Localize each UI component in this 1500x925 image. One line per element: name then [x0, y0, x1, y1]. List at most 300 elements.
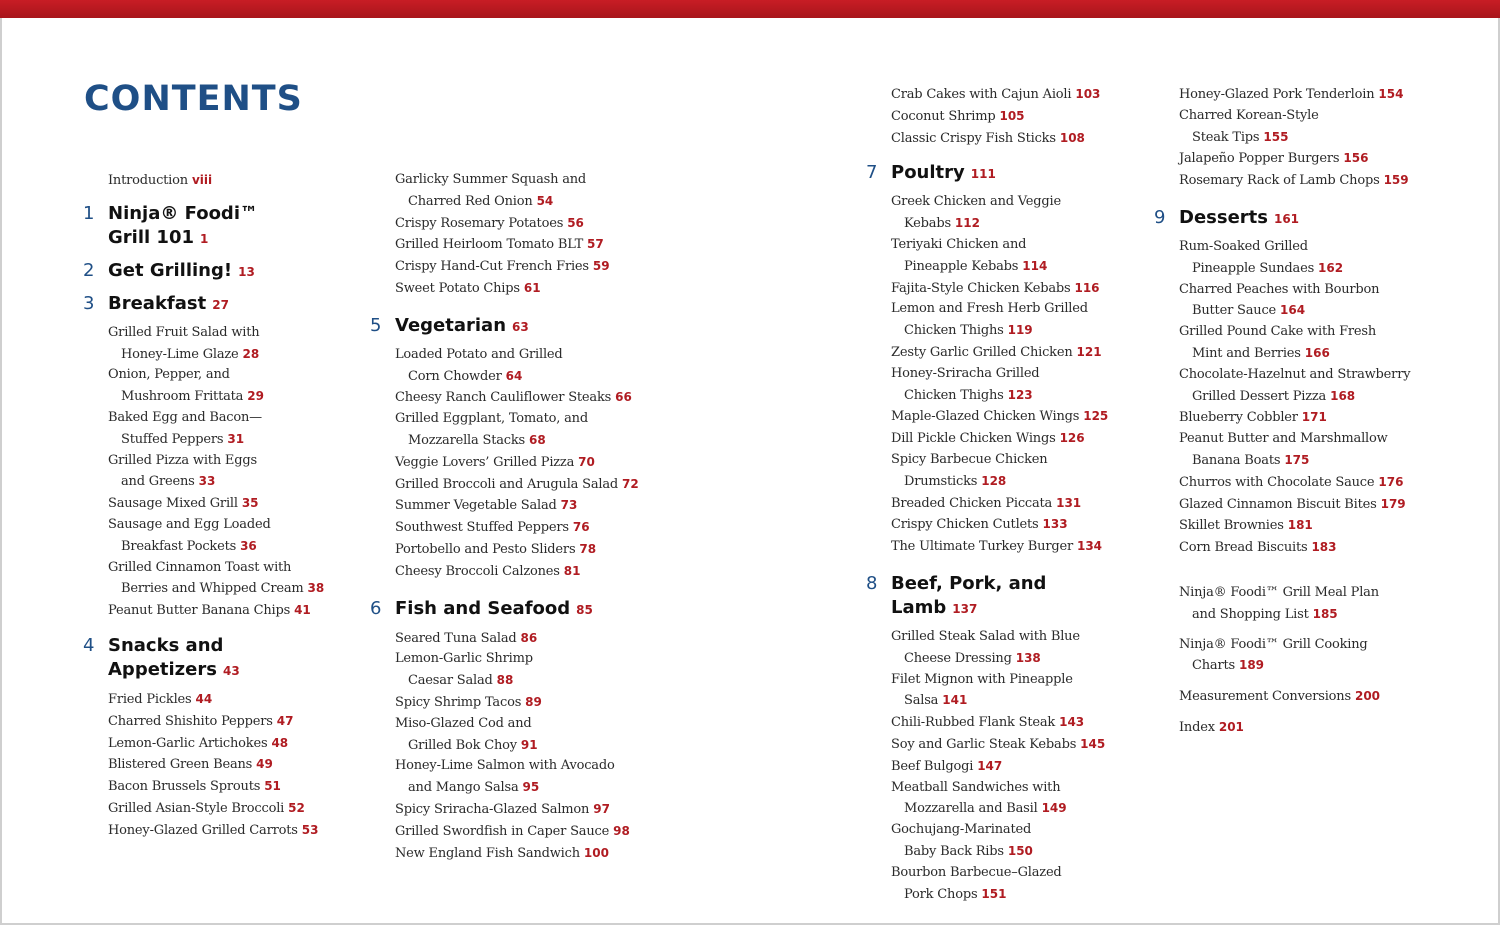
- top-color-bar: [0, 0, 1500, 18]
- entry-title: Glazed Cinnamon Biscuit Bites: [1179, 496, 1377, 512]
- entry-title: Spicy Barbecue Chicken: [891, 451, 1048, 467]
- toc-column-1: [83, 170, 353, 842]
- entry-title: Beef Bulgogi: [891, 758, 974, 774]
- page-number: 52: [288, 800, 305, 815]
- entry-title-cont: Honey-Lime Glaze: [121, 346, 239, 362]
- entry-title: Charred Shishito Peppers: [108, 713, 273, 729]
- chapter-heading[interactable]: [370, 314, 640, 339]
- page-number: 66: [615, 390, 632, 405]
- page-number: 95: [522, 780, 540, 795]
- entry-title: Lemon-Garlic Shrimp: [395, 651, 533, 667]
- page-number: 51: [264, 779, 281, 794]
- page-number: 145: [1080, 736, 1106, 751]
- toc-entry[interactable]: [1179, 322, 1424, 365]
- page-number: 61: [523, 280, 541, 295]
- entry-title: Peanut Butter and Marshmallow: [1179, 431, 1388, 447]
- toc-entry[interactable]: [395, 843, 640, 865]
- page-number: 88: [496, 673, 514, 688]
- page-number: 185: [1312, 606, 1338, 621]
- page-number: 168: [1330, 388, 1356, 403]
- chapter-title: [395, 597, 593, 622]
- toc-entry[interactable]: [395, 345, 640, 388]
- page-number: 166: [1304, 345, 1330, 360]
- entry-title-cont: Pork Chops: [904, 886, 978, 902]
- page-number: 183: [1311, 540, 1337, 555]
- page-number: 181: [1287, 518, 1313, 533]
- page-number: 189: [1238, 658, 1265, 673]
- toc-entry[interactable]: [108, 515, 353, 558]
- page-number: 134: [1076, 539, 1103, 554]
- toc-entry[interactable]: [108, 689, 353, 711]
- chapter-section: [866, 572, 1136, 905]
- page-number: 38: [307, 581, 325, 596]
- entry-title: Honey-Lime Salmon with Avocado: [395, 758, 615, 774]
- page-number: 119: [1007, 323, 1033, 338]
- entry-title: Cheesy Ranch Cauliflower Steaks: [395, 390, 612, 406]
- toc-entry[interactable]: [108, 754, 353, 776]
- entry-title: Garlicky Summer Squash and: [395, 172, 587, 187]
- toc-entry[interactable]: [108, 451, 353, 494]
- page-number: 76: [572, 520, 590, 535]
- chapter-title: [891, 161, 996, 186]
- entry-title: Loaded Potato and Grilled: [395, 346, 563, 362]
- entry-title: Churros with Chocolate Sauce: [1179, 474, 1375, 490]
- chapter-heading[interactable]: [83, 634, 353, 683]
- toc-entry[interactable]: [1179, 429, 1424, 472]
- entry-title: Measurement Conversions: [1179, 689, 1351, 705]
- entry-title: Index: [1179, 719, 1215, 735]
- page-number: viii: [191, 173, 213, 187]
- entry-title: Grilled Asian-Style Broccoli: [108, 800, 285, 816]
- toc-entry[interactable]: [891, 820, 1136, 863]
- page-number: 179: [1380, 496, 1406, 511]
- entry-title-cont: Caesar Salad: [408, 673, 493, 689]
- entry-title: Meatball Sandwiches with: [891, 779, 1061, 795]
- toc-entry[interactable]: [891, 514, 1136, 536]
- page-number: 111: [970, 167, 996, 182]
- toc-entry[interactable]: [891, 670, 1136, 713]
- entry-title-cont: Stuffed Peppers: [121, 431, 224, 447]
- chapter-title: [891, 572, 1136, 621]
- page-number: 29: [247, 389, 264, 404]
- page-number: 41: [294, 603, 311, 618]
- page-number: 137: [952, 601, 978, 616]
- toc-entry[interactable]: [1179, 170, 1424, 192]
- entry-title: Honey-Sriracha Grilled: [891, 365, 1040, 381]
- toc-entry[interactable]: [1179, 635, 1424, 678]
- page-number: 31: [227, 431, 245, 446]
- page-number: 151: [981, 886, 1007, 901]
- entry-title-cont: Berries and Whipped Cream: [121, 581, 304, 597]
- toc-entry[interactable]: [1179, 583, 1424, 626]
- page-number: 121: [1076, 344, 1102, 359]
- chapter-section: [866, 161, 1136, 558]
- toc-entry[interactable]: [395, 495, 640, 517]
- toc-entry[interactable]: [395, 387, 640, 409]
- page-number: 147: [977, 758, 1003, 773]
- toc-entry[interactable]: [395, 170, 640, 213]
- toc-entry[interactable]: [1179, 537, 1424, 559]
- toc-entry[interactable]: [891, 778, 1136, 821]
- chapter-title: [108, 259, 255, 284]
- toc-entry[interactable]: [395, 452, 640, 474]
- entry-title: Filet Mignon with Pineapple Salsa: [891, 671, 1073, 709]
- entry-title: Coconut Shrimp: [891, 108, 996, 124]
- toc-entry[interactable]: [1179, 84, 1424, 106]
- toc-entry[interactable]: [1179, 472, 1424, 494]
- entry-title-cont: Butter Sauce: [1192, 303, 1277, 319]
- page-number: 141: [942, 693, 968, 708]
- chapter-heading[interactable]: [83, 292, 353, 317]
- toc-entry[interactable]: [395, 256, 640, 278]
- entry-title: Seared Tuna Salad: [395, 630, 517, 646]
- toc-entry[interactable]: [108, 558, 353, 601]
- toc-entry[interactable]: [108, 776, 353, 798]
- chapter-title: Ninja® Foodi™ Grill 101 1: [108, 202, 258, 248]
- entry-title-cont: Steak Tips: [1192, 129, 1260, 145]
- page-number: 27: [212, 297, 229, 312]
- chapter-title-text: Vegetarian: [395, 314, 507, 336]
- page-number: 98: [613, 823, 630, 838]
- entry-title-cont: Mint and Berries: [1192, 345, 1301, 361]
- entry-title-cont: Charred Red Onion: [408, 193, 533, 209]
- chapter-entries: [395, 628, 640, 865]
- page-number: 33: [198, 474, 216, 489]
- toc-entry[interactable]: [891, 712, 1136, 734]
- page-number: 89: [525, 694, 542, 709]
- chapter-section: [83, 634, 353, 842]
- chapter-number: 7: [866, 162, 878, 184]
- page-number: 72: [622, 476, 639, 491]
- chapter-entries: [891, 627, 1136, 905]
- page-number: 53: [301, 822, 319, 837]
- page-number: 105: [999, 108, 1025, 123]
- toc-entry[interactable]: [108, 600, 353, 622]
- chapter-section: [370, 597, 640, 865]
- page-number: 138: [1015, 650, 1041, 665]
- entry-title: Crispy Hand-Cut French Fries: [395, 259, 589, 275]
- toc-entry[interactable]: [395, 517, 640, 539]
- page-border-left: [0, 18, 2, 925]
- toc-entry[interactable]: [108, 493, 353, 515]
- chapter-title-text: Breakfast: [108, 292, 207, 314]
- entry-title: Rosemary Rack of Lamb Chops: [1179, 173, 1380, 189]
- entry-title: Teriyaki Chicken and: [891, 236, 1027, 252]
- entry-title: Fried Pickles: [108, 691, 192, 707]
- entry-title-cont: Grilled Bok Choy: [408, 737, 517, 753]
- toc-entry[interactable]: [1179, 106, 1424, 149]
- toc-entry[interactable]: [891, 364, 1136, 407]
- toc-entry[interactable]: [108, 820, 353, 842]
- page-number: 155: [1263, 129, 1289, 144]
- entry-title: Grilled Fruit Salad with: [108, 324, 260, 340]
- toc-entry[interactable]: [395, 213, 640, 235]
- page-number: 114: [1022, 258, 1048, 273]
- chapter-title-text: Desserts: [1179, 206, 1268, 228]
- entry-title: Southwest Stuffed Peppers: [395, 520, 569, 536]
- chapter-entries: [1179, 84, 1424, 192]
- entry-title-cont: Mozzarella and Basil: [904, 801, 1038, 817]
- entry-title: Classic Crispy Fish Sticks: [891, 130, 1056, 146]
- toc-column-3: [866, 84, 1136, 905]
- toc-entry[interactable]: [891, 342, 1136, 364]
- page-number: 68: [529, 432, 546, 447]
- entry-title: Grilled Cinnamon Toast with: [108, 559, 292, 575]
- page-number: 112: [954, 216, 980, 231]
- entry-title-cont: Pineapple Sundaes: [1192, 260, 1315, 276]
- page-number: 116: [1074, 280, 1100, 295]
- toc-entry[interactable]: [395, 561, 640, 583]
- toc-entry[interactable]: [891, 536, 1136, 558]
- page-number: 43: [222, 663, 240, 678]
- toc-entry[interactable]: [395, 539, 640, 561]
- chapter-section: [370, 170, 640, 300]
- chapter-section: [83, 202, 353, 251]
- chapter-section: [83, 259, 353, 284]
- toc-entry[interactable]: [1179, 407, 1424, 429]
- chapter-entries: [395, 345, 640, 583]
- toc-entry[interactable]: [891, 406, 1136, 428]
- chapter-number: 1: [83, 202, 95, 224]
- toc-entry[interactable]: [108, 365, 353, 408]
- chapter-entries: [891, 192, 1136, 558]
- page-number: 70: [578, 454, 595, 469]
- entry-title: Sausage Mixed Grill: [108, 496, 238, 512]
- page-number: 133: [1042, 517, 1068, 532]
- page-number: 35: [241, 496, 259, 511]
- toc-entry[interactable]: [395, 278, 640, 300]
- page-number: 131: [1056, 495, 1082, 510]
- entry-title: Crab Cakes with Cajun Aioli: [891, 87, 1072, 102]
- toc-entry[interactable]: [891, 128, 1136, 150]
- chapter-heading[interactable]: [83, 202, 353, 251]
- page-number: 201: [1218, 719, 1244, 734]
- toc-entry[interactable]: [891, 450, 1136, 493]
- toc-entry[interactable]: [108, 408, 353, 451]
- chapter-number: 8: [866, 572, 878, 594]
- entry-title: Gochujang-Marinated: [891, 822, 1032, 838]
- chapter-number: 6: [370, 597, 382, 619]
- toc-entry[interactable]: [395, 474, 640, 496]
- entry-title: Grilled Swordfish in Caper Sauce: [395, 823, 610, 839]
- entry-title: Bourbon Barbecue–Glazed: [891, 864, 1062, 880]
- entry-title-cont: Breakfast Pockets: [121, 538, 237, 554]
- page-number: 86: [520, 630, 538, 645]
- entry-title-cont: Mozzarella Stacks: [408, 432, 526, 448]
- entry-title: Lemon-Garlic Artichokes: [108, 735, 268, 751]
- toc-entry[interactable]: [1179, 686, 1424, 708]
- entry-title: Bacon Brussels Sprouts: [108, 779, 261, 795]
- chapter-entries: [1179, 237, 1424, 559]
- entry-title-cont: Banana Boats: [1192, 452, 1281, 468]
- toc-entry[interactable]: [108, 170, 353, 192]
- toc-entry[interactable]: [891, 756, 1136, 778]
- entry-title: Ninja® Foodi™ Grill Cooking Charts: [1179, 636, 1368, 674]
- chapter-title: Snacks and Appetizers 43: [108, 634, 240, 680]
- entry-title: The Ultimate Turkey Burger: [891, 539, 1073, 555]
- page-number: 128: [981, 473, 1007, 488]
- entry-title: Crispy Chicken Cutlets: [891, 517, 1039, 533]
- page-number: 156: [1343, 151, 1369, 166]
- toc-entry[interactable]: [891, 235, 1136, 278]
- entry-title: Grilled Steak Salad with Blue: [891, 628, 1080, 644]
- toc-entry[interactable]: [891, 493, 1136, 515]
- toc-entry[interactable]: [395, 649, 640, 692]
- toc-column-2: [370, 170, 640, 864]
- page-number: 63: [512, 319, 529, 334]
- page-number: 125: [1083, 409, 1109, 424]
- chapter-entries: [108, 323, 353, 622]
- chapter-title: [108, 292, 229, 317]
- page-title: CONTENTS: [84, 79, 303, 119]
- toc-entry[interactable]: [891, 627, 1136, 670]
- entry-title: Jalapeño Popper Burgers: [1179, 151, 1340, 167]
- toc-entry[interactable]: [395, 234, 640, 256]
- entry-title: Crispy Rosemary Potatoes: [395, 215, 564, 231]
- entry-title-cont: Corn Chowder: [408, 368, 502, 384]
- entry-title: Maple-Glazed Chicken Wings: [891, 409, 1080, 425]
- page-number: 123: [1007, 387, 1033, 402]
- page-number: 56: [567, 215, 584, 230]
- entry-title-cont: Baby Back Ribs: [904, 843, 1004, 859]
- entry-title: Summer Vegetable Salad: [395, 498, 557, 514]
- page-number: 59: [592, 259, 610, 274]
- entry-title: Grilled Pound Cake with Fresh: [1179, 324, 1377, 340]
- chapter-entries: [395, 170, 640, 300]
- entry-title: Veggie Lovers’ Grilled Pizza: [395, 454, 575, 470]
- entry-title: Peanut Butter Banana Chips: [108, 603, 291, 619]
- chapter-heading[interactable]: [866, 161, 1136, 186]
- toc-entry[interactable]: [108, 711, 353, 733]
- chapter-heading[interactable]: [866, 572, 1136, 621]
- page-number: 103: [1075, 87, 1101, 101]
- entry-title-cont: and Greens: [121, 474, 195, 490]
- entry-title-cont: Chicken Thighs: [904, 387, 1004, 403]
- toc-entry[interactable]: [891, 428, 1136, 450]
- toc-entry[interactable]: [1179, 717, 1424, 739]
- toc-entry[interactable]: [891, 863, 1136, 906]
- entry-title-cont: and Mango Salsa: [408, 780, 519, 796]
- entry-title: Corn Bread Biscuits: [1179, 540, 1308, 556]
- entry-title: Spicy Sriracha-Glazed Salmon: [395, 801, 590, 817]
- page-number: 108: [1059, 130, 1085, 145]
- page-number: 162: [1318, 260, 1344, 275]
- chapter-heading[interactable]: [1154, 206, 1424, 231]
- page-number: 78: [579, 541, 597, 556]
- toc-intro: [108, 170, 353, 192]
- toc-entry[interactable]: [395, 714, 640, 757]
- page-number: 49: [256, 757, 273, 772]
- chapter-title-text: Get Grilling!: [108, 259, 233, 281]
- entry-title: Rum-Soaked Grilled: [1179, 238, 1308, 254]
- entry-title: Lemon and Fresh Herb Grilled: [891, 301, 1088, 317]
- toc-entry[interactable]: [1179, 280, 1424, 323]
- entry-title: Baked Egg and Bacon—: [108, 409, 262, 425]
- entry-title: Honey-Glazed Pork Tenderloin: [1179, 87, 1375, 102]
- entry-title: Zesty Garlic Grilled Chicken: [891, 344, 1073, 360]
- entry-title: Sausage and Egg Loaded: [108, 516, 271, 532]
- entry-title: Ninja® Foodi™ Grill Meal Plan: [1179, 584, 1379, 600]
- page-number: 176: [1378, 474, 1404, 489]
- toc-entry[interactable]: [395, 821, 640, 843]
- page-number: 143: [1059, 715, 1085, 730]
- page-number: 171: [1301, 410, 1327, 425]
- toc-entry[interactable]: [395, 756, 640, 799]
- chapter-section: [1154, 84, 1424, 192]
- chapter-number: 3: [83, 292, 95, 314]
- toc-entry[interactable]: [1179, 515, 1424, 537]
- toc-entry[interactable]: [891, 106, 1136, 128]
- page-number: 73: [560, 498, 578, 513]
- toc-entry[interactable]: [1179, 237, 1424, 280]
- toc-entry[interactable]: [1179, 148, 1424, 170]
- toc-entry[interactable]: [1179, 365, 1424, 408]
- chapter-title-text: Fish and Seafood: [395, 597, 571, 619]
- page-number: 175: [1284, 452, 1310, 467]
- chapter-title-text: Beef, Pork, and Lamb: [891, 572, 1047, 618]
- toc-entry[interactable]: [891, 299, 1136, 342]
- entry-title: Miso-Glazed Cod and: [395, 715, 532, 731]
- page-number: 36: [240, 538, 257, 553]
- page-number: 164: [1280, 303, 1306, 318]
- toc-entry[interactable]: [891, 192, 1136, 235]
- entry-title-cont: Chicken Thighs: [904, 323, 1004, 339]
- chapter-heading[interactable]: [370, 597, 640, 622]
- chapter-entries: [891, 84, 1136, 149]
- page-number: 48: [271, 735, 289, 750]
- entry-title: Blueberry Cobbler: [1179, 410, 1298, 426]
- toc-entry[interactable]: [108, 323, 353, 366]
- chapter-section: [83, 292, 353, 622]
- entry-title: Blistered Green Beans: [108, 757, 253, 773]
- page-number: 47: [276, 713, 294, 728]
- entry-title-cont: Mushroom Frittata: [121, 389, 244, 405]
- back-matter-list: [1179, 583, 1424, 739]
- entry-title: Fajita-Style Chicken Kebabs: [891, 280, 1071, 296]
- toc-entry[interactable]: [108, 733, 353, 755]
- chapter-number: 5: [370, 314, 382, 336]
- toc-entry[interactable]: [395, 799, 640, 821]
- chapter-section: [1154, 206, 1424, 559]
- entry-title: Spicy Shrimp Tacos: [395, 694, 522, 710]
- page-number: 100: [583, 845, 609, 860]
- entry-title: Chocolate-Hazelnut and Strawberry: [1179, 366, 1411, 382]
- entry-title: Skillet Brownies: [1179, 518, 1284, 534]
- chapter-number: 4: [83, 634, 95, 656]
- toc-entry[interactable]: [395, 409, 640, 452]
- chapter-title-text: Poultry: [891, 162, 965, 184]
- toc-entry[interactable]: [1179, 494, 1424, 516]
- page-number: 1: [200, 231, 209, 246]
- toc-entry[interactable]: [395, 628, 640, 650]
- entry-title: Grilled Pizza with Eggs: [108, 452, 257, 468]
- chapter-section: [370, 314, 640, 583]
- toc-entry[interactable]: [891, 84, 1136, 106]
- toc-entry[interactable]: [395, 692, 640, 714]
- page-number: 126: [1059, 431, 1085, 446]
- chapter-heading[interactable]: [83, 259, 353, 284]
- entry-title: Cheesy Broccoli Calzones: [395, 563, 560, 579]
- page-number: 44: [195, 691, 213, 706]
- page-number: 150: [1007, 843, 1033, 858]
- entry-title-cont: Pineapple Kebabs: [904, 258, 1019, 274]
- toc-entry[interactable]: [891, 734, 1136, 756]
- toc-entry[interactable]: [891, 278, 1136, 300]
- page-number: 159: [1383, 173, 1409, 188]
- page-number: 200: [1354, 689, 1381, 704]
- toc-entry[interactable]: [108, 798, 353, 820]
- page-number: 91: [520, 737, 538, 752]
